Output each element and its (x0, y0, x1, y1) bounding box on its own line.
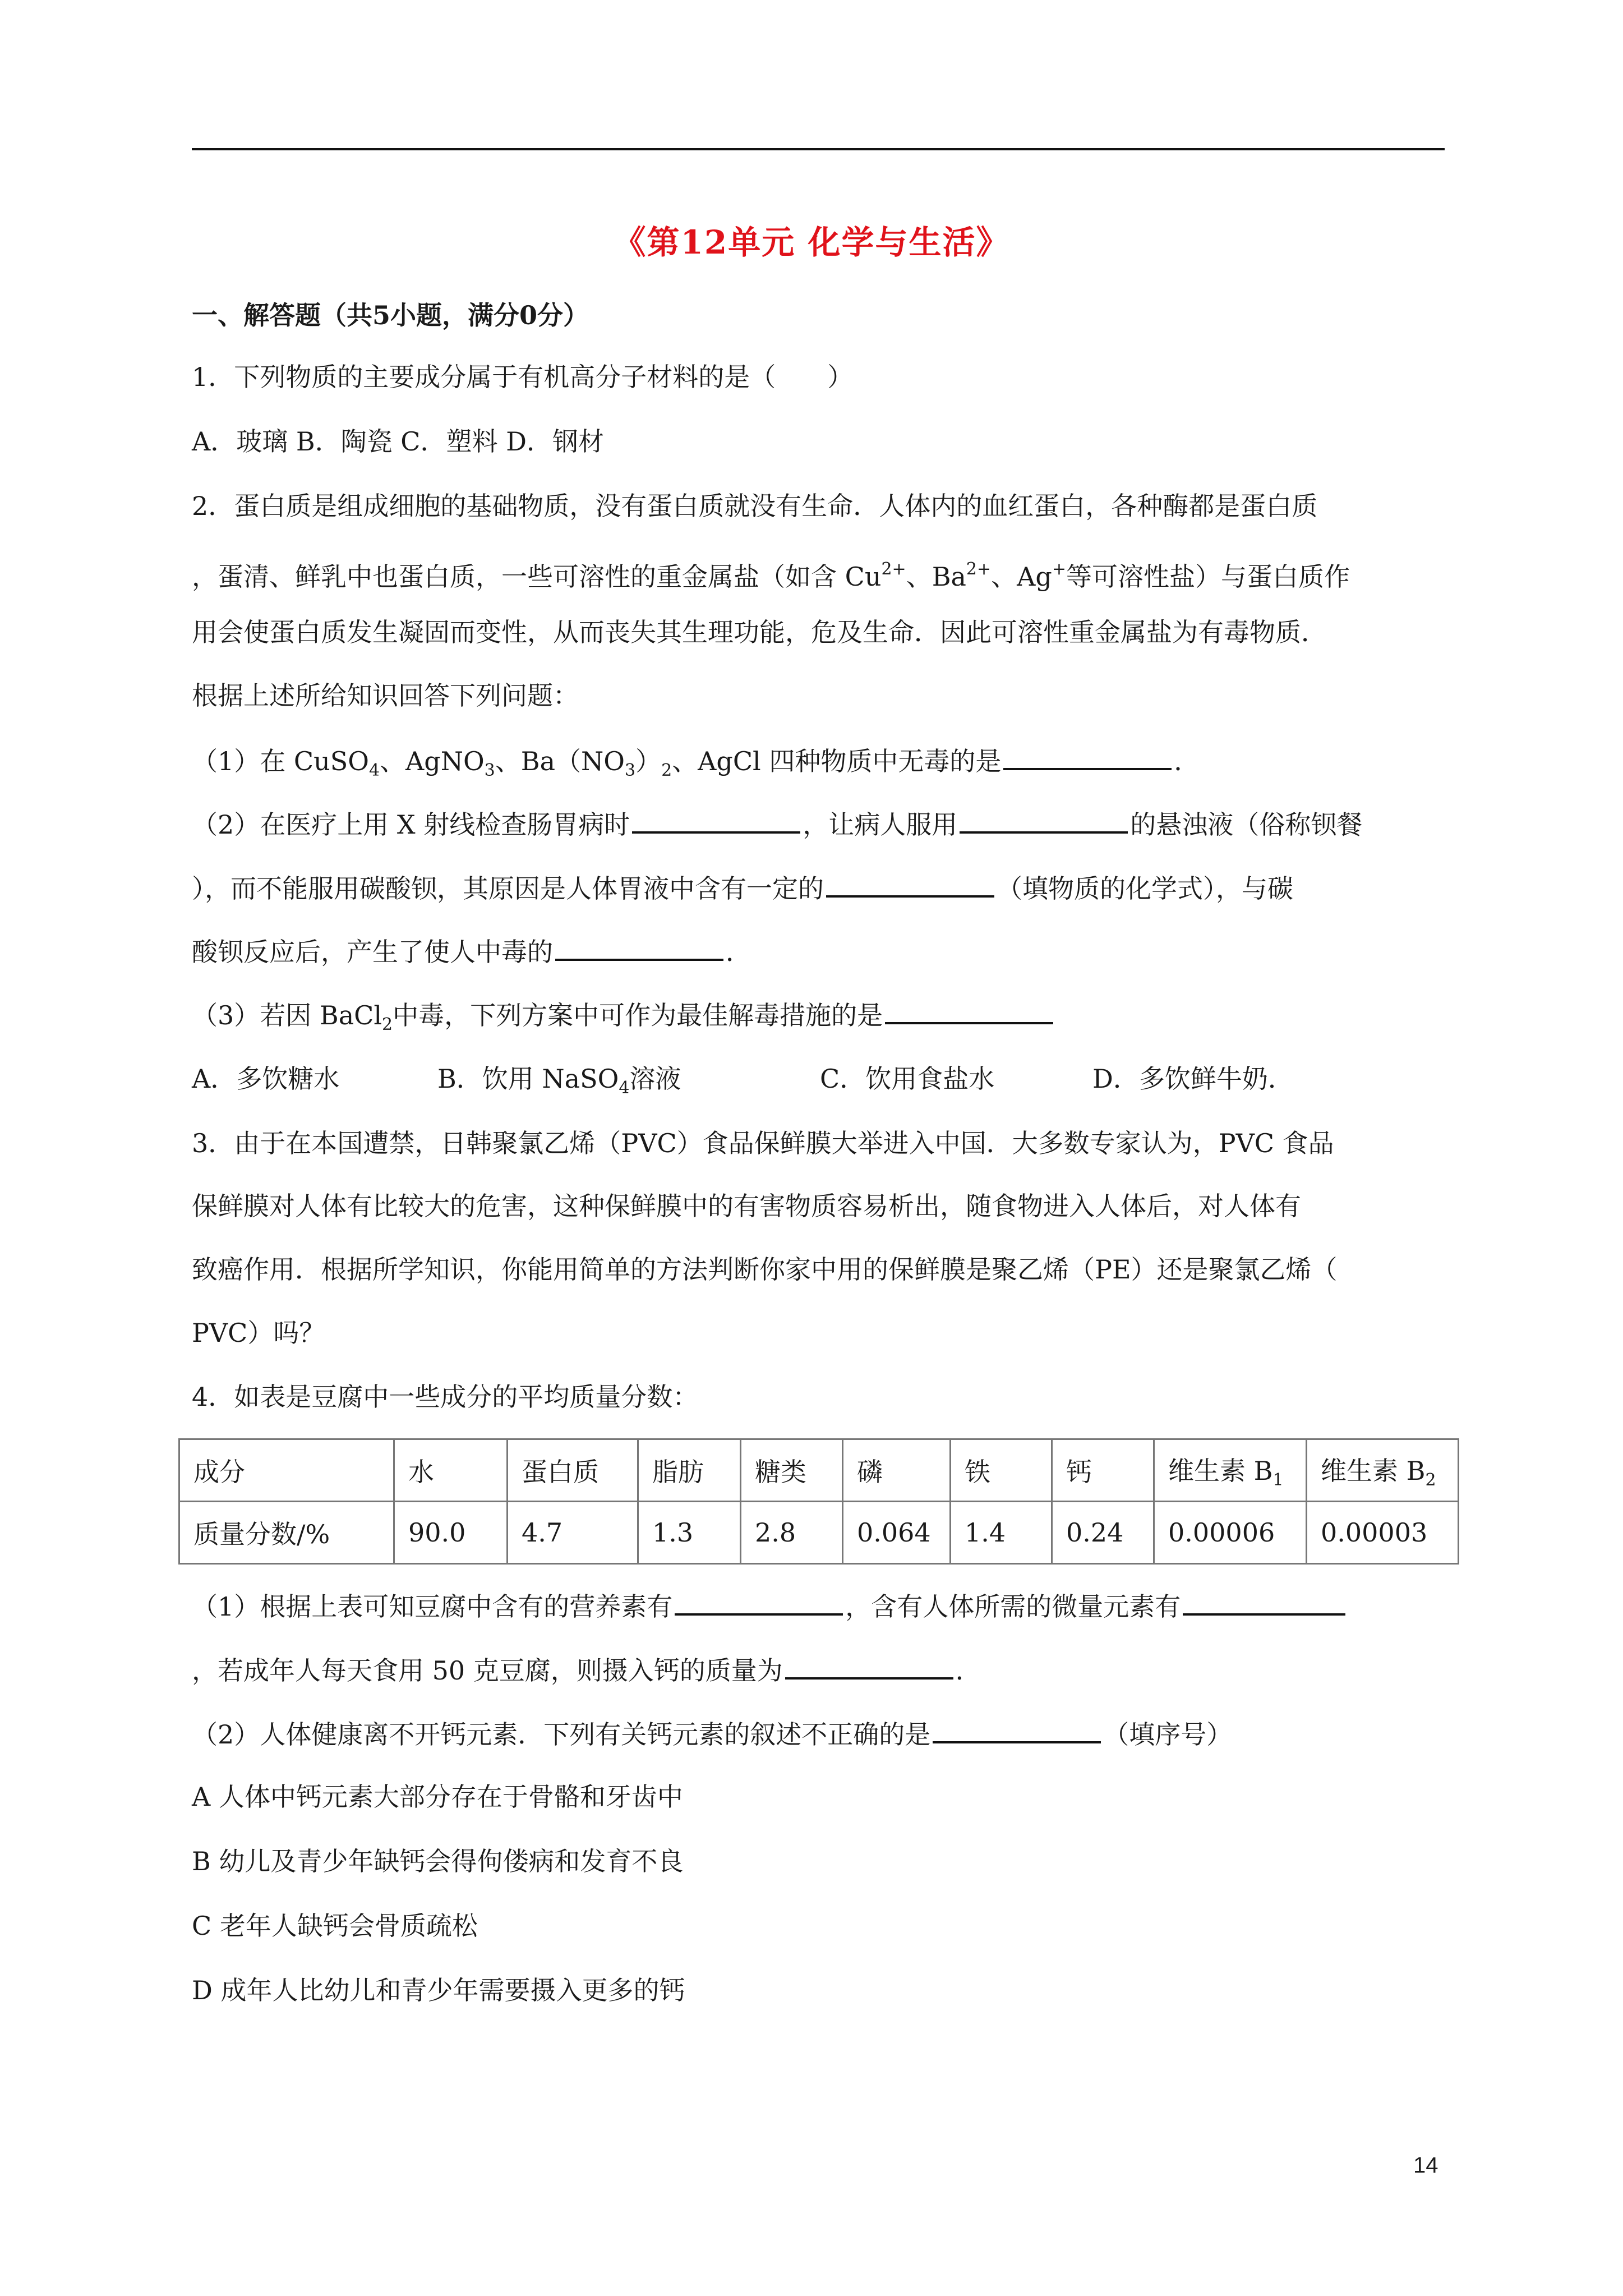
table-cell: 糖类 (741, 1439, 843, 1502)
answer-blank[interactable] (826, 871, 994, 898)
section-heading: 一、解答题（共5小题，满分0分） (192, 300, 589, 330)
answer-blank[interactable] (555, 934, 723, 961)
q2-option-c: C．饮用食盐水 (820, 1064, 995, 1094)
q4-sub1-line1: （1）根据上表可知豆腐中含有的营养素有 ，含有人体所需的微量元素有 (192, 1589, 1348, 1623)
q4-sub2: （2）人体健康离不开钙元素．下列有关钙元素的叙述不正确的是 （填序号） (192, 1717, 1232, 1751)
page-title: 《第12单元 化学与生活》 (613, 223, 1010, 261)
table-cell: 脂肪 (638, 1439, 741, 1502)
answer-blank[interactable] (933, 1717, 1101, 1743)
q2-sub1: （1）在 CuSO$_4$、AgNO$_3$、$Ba(NO_3)_2$、AgCl 四种物质中无毒的是 ． (192, 743, 1200, 788)
answer-blank[interactable] (960, 807, 1128, 834)
table-cell: 0.00006 (1154, 1502, 1307, 1564)
q2-sub2-line3: 酸钡反应后，产生了使人中毒的 ． (192, 934, 751, 969)
q2-option-d: D．多饮鲜牛奶． (1092, 1064, 1294, 1094)
table-cell: 钙 (1052, 1439, 1154, 1502)
q2-sub2-line2: ），而不能服用碳酸钡，其原因是人体胃液中含有一定的 （填物质的化学式），与碳 (192, 871, 1293, 905)
table-row (179, 1439, 1459, 1502)
q2-paragraph-line4: 根据上述所给知识回答下列问题： (192, 680, 579, 711)
q3-line4: PVC）吗？ (192, 1318, 325, 1348)
table-cell: 90.0 (394, 1502, 508, 1564)
q2-paragraph-line2: ，蛋清、鲜乳中也蛋白质，一些可溶性的重金属盐（如含 $Cu^{2+}$、$Ba^{2+}$、Ag+等可溶性盐）与蛋白质作 (192, 559, 1350, 592)
answer-blank[interactable] (1003, 743, 1172, 770)
q2-paragraph-line1: 2．蛋白质是组成细胞的基础物质，没有蛋白质就没有生命．人体内的血红蛋白，各种酶都是蛋白质 (192, 491, 1318, 521)
table-cell: 0.00003 (1307, 1502, 1459, 1564)
q4-sub1-line2: ，若成年人每天食用 50 克豆腐，则摄入钙的质量为 ． (192, 1653, 981, 1687)
q2-option-b: B．饮用 NaSO$_4$溶液 (437, 1064, 681, 1098)
answer-blank[interactable] (675, 1589, 843, 1616)
q2-paragraph-line3: 用会使蛋白质发生凝固而变性，从而丧失其生理功能，危及生命．因此可溶性重金属盐为有毒物质． (192, 617, 1327, 647)
table-cell: 水 (394, 1439, 508, 1502)
answer-blank[interactable] (1183, 1589, 1345, 1616)
q1-options: A．玻璃 B．陶瓷 C．塑料 D．钢材 (192, 426, 604, 457)
table-cell: 维生素 $B_2$ (1307, 1439, 1459, 1502)
header-rule (192, 148, 1445, 150)
table-cell: 铁 (951, 1439, 1052, 1502)
table-cell: 0.064 (843, 1502, 951, 1564)
q3-line3: 致癌作用．根据所学知识，你能用简单的方法判断你家中用的保鲜膜是聚乙烯（PE）还是聚氯乙烯（ (192, 1254, 1338, 1285)
q4-option-d: D 成年人比幼儿和青少年需要摄入更多的钙 (192, 1975, 685, 2005)
page-number: 14 (1413, 2153, 1438, 2178)
q2-sub3: （3）若因 BaCl$_2$中毒，下列方案中可作为最佳解毒措施的是 (192, 997, 1055, 1042)
table-cell: 1.4 (951, 1502, 1052, 1564)
table-cell: 4.7 (508, 1502, 638, 1564)
table-cell: 1.3 (638, 1502, 741, 1564)
q4-stem: 4．如表是豆腐中一些成分的平均质量分数： (192, 1382, 699, 1412)
answer-blank[interactable] (632, 807, 800, 834)
q3-line2: 保鲜膜对人体有比较大的危害，这种保鲜膜中的有害物质容易析出，随食物进入人体后，对人体有 (192, 1191, 1301, 1221)
q3-line1: 3．由于在本国遭禁，日韩聚氯乙烯（PVC）食品保鲜膜大举进入中国．大多数专家认为，PVC 食品 (192, 1128, 1334, 1158)
q4-option-b: B 幼儿及青少年缺钙会得佝偻病和发育不良 (192, 1846, 684, 1876)
table-cell: 2.8 (741, 1502, 843, 1564)
table-cell: 0.24 (1052, 1502, 1154, 1564)
table-row (179, 1502, 1459, 1564)
composition-table (178, 1438, 1459, 1565)
q2-option-a: A．多饮糖水 (192, 1064, 340, 1094)
answer-blank[interactable] (785, 1653, 953, 1680)
q4-option-c: C 老年人缺钙会骨质疏松 (192, 1911, 478, 1941)
table-cell: 蛋白质 (508, 1439, 638, 1502)
table-cell: 磷 (843, 1439, 951, 1502)
table-cell: 成分 (179, 1439, 394, 1502)
table-cell: 质量分数/% (179, 1502, 394, 1564)
q2-sub2-line1: （2）在医疗上用 X 射线检查肠胃病时 ，让病人服用 的悬浊液（俗称钡餐 (192, 807, 1362, 841)
q4-option-a: A 人体中钙元素大部分存在于骨骼和牙齿中 (192, 1782, 683, 1812)
answer-blank[interactable] (885, 997, 1053, 1024)
q1-stem: 1．下列物质的主要成分属于有机高分子材料的是（ ） (192, 362, 854, 392)
table-cell: 维生素 $B_1$ (1154, 1439, 1307, 1502)
